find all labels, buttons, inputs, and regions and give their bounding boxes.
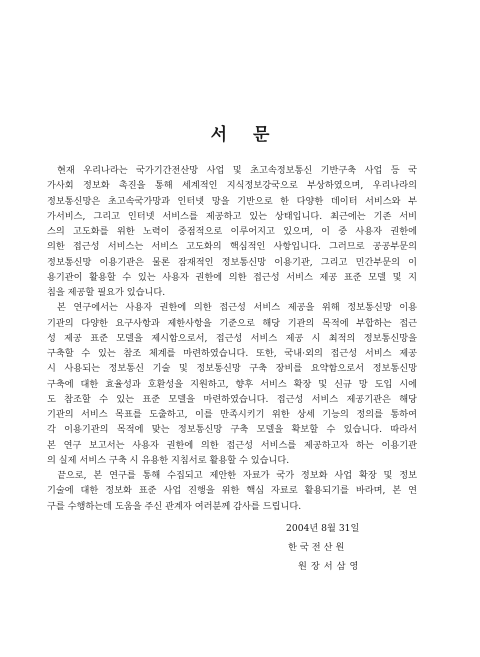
paragraph-2-line-6: 구축에 대한 효율성과 호환성을 지원하고, 향후 서비스 확장 및 신규 망 도입 시에 <box>47 378 417 390</box>
paragraph-1-line-2: 가사회 정보화 촉진을 통해 세계적인 지식정보강국으로 부상하였으며, 우리나라의 <box>47 180 417 192</box>
paragraph-1-line-3: 정보통신망은 초고속국가망과 인터넷 망을 기반으로 한 다양한 데이터 서비스와 부 <box>47 195 417 207</box>
paragraph-1-line-7: 정보통신망 이용기관은 물론 잠재적인 정보통신망 이용기관, 그리고 민간부문의 이 <box>47 256 417 268</box>
paragraph-3-line-2: 기술에 대한 정보화 표준 사업 진행을 위한 핵심 자료로 활용되기를 바라며, 본 연 <box>47 485 417 497</box>
paragraph-2-line-8: 기관의 서비스 목표를 도출하고, 이를 만족시키기 위한 상세 기능의 정의를 통하여 <box>47 409 417 420</box>
paragraph-1-line-9: 침을 제공할 필요가 있습니다. <box>47 287 166 298</box>
signature-date: 2004년 8월 31일 <box>286 523 360 534</box>
paragraph-1-line-8: 용기관이 활용할 수 있는 사용자 권한에 의한 접근성 서비스 제공 표준 모델 및 지 <box>47 271 417 283</box>
paragraph-1-line-6: 의한 접근성 서비스는 서비스 고도화의 핵심적인 사항입니다. 그러므로 공공부문의 <box>47 241 417 253</box>
paragraph-3-line-3: 구를 수행하는데 도움을 주신 관계자 여러분께 감사를 드립니다. <box>47 500 302 512</box>
paragraph-2-line-3: 성 제공 표준 모델을 제시함으로서, 접근성 서비스 제공 시 최적의 정보통신망을 <box>47 332 417 344</box>
paragraph-2-line-2: 기관의 다양한 요구사항과 제한사항을 기준으로 해당 기관의 목적에 부합하는 접근 <box>47 317 417 329</box>
paragraph-2-line-9: 각 이용기관의 목적에 맞는 정보통신망 구축 모델을 확보할 수 있습니다. 따라서 <box>47 424 417 436</box>
paragraph-2-line-10: 본 연구 보고서는 사용자 권한에 의한 접근성 서비스를 제공하고자 하는 이용기관 <box>47 439 417 451</box>
paragraph-2-line-11: 의 실제 서비스 구축 시 유용한 지침서로 활용할 수 있습니다. <box>47 454 290 466</box>
paragraph-1-line-1: 현재 우리나라는 국가기간전산망 사업 및 초고속정보통신 기반구축 사업 등 국 <box>57 165 417 176</box>
document-title: 서 문 <box>210 125 280 145</box>
signature-block <box>286 519 406 576</box>
paragraph-2-line-1: 본 연구에서는 사용자 권한에 의한 접근성 서비스 제공을 위해 정보통신망 이용 <box>57 302 417 314</box>
paragraph-2-line-4: 구축할 수 있는 참조 체계를 마련하였습니다. 또한, 국내·외의 접근성 서비스 제공 <box>47 348 417 359</box>
paragraph-1-line-4: 가서비스, 그리고 인터넷 서비스를 제공하고 있는 상태입니다. 최근에는 기존 서비 <box>47 210 417 222</box>
paragraph-3-line-1: 끝으로, 본 연구를 통해 수집되고 제안한 자료가 국가 정보화 사업 확장 및 정보 <box>57 470 417 481</box>
signature-signer: 원장서삼영 <box>298 561 363 572</box>
paragraph-1-line-5: 스의 고도화를 위한 노력이 중점적으로 이루어지고 있으며, 이 중 사용자 권한에 <box>47 226 417 237</box>
signature-organization: 한국전산원 <box>288 542 348 553</box>
paragraph-2-line-7: 도 참조할 수 있는 표준 모델을 마련하였습니다. 접근성 서비스 제공기관은 해당 <box>47 393 417 405</box>
paragraph-2-line-5: 시 사용되는 정보통신 기술 및 정보통신망 구축 장비를 요약함으로서 정보통신망 <box>47 363 417 375</box>
preface-body <box>47 163 417 514</box>
